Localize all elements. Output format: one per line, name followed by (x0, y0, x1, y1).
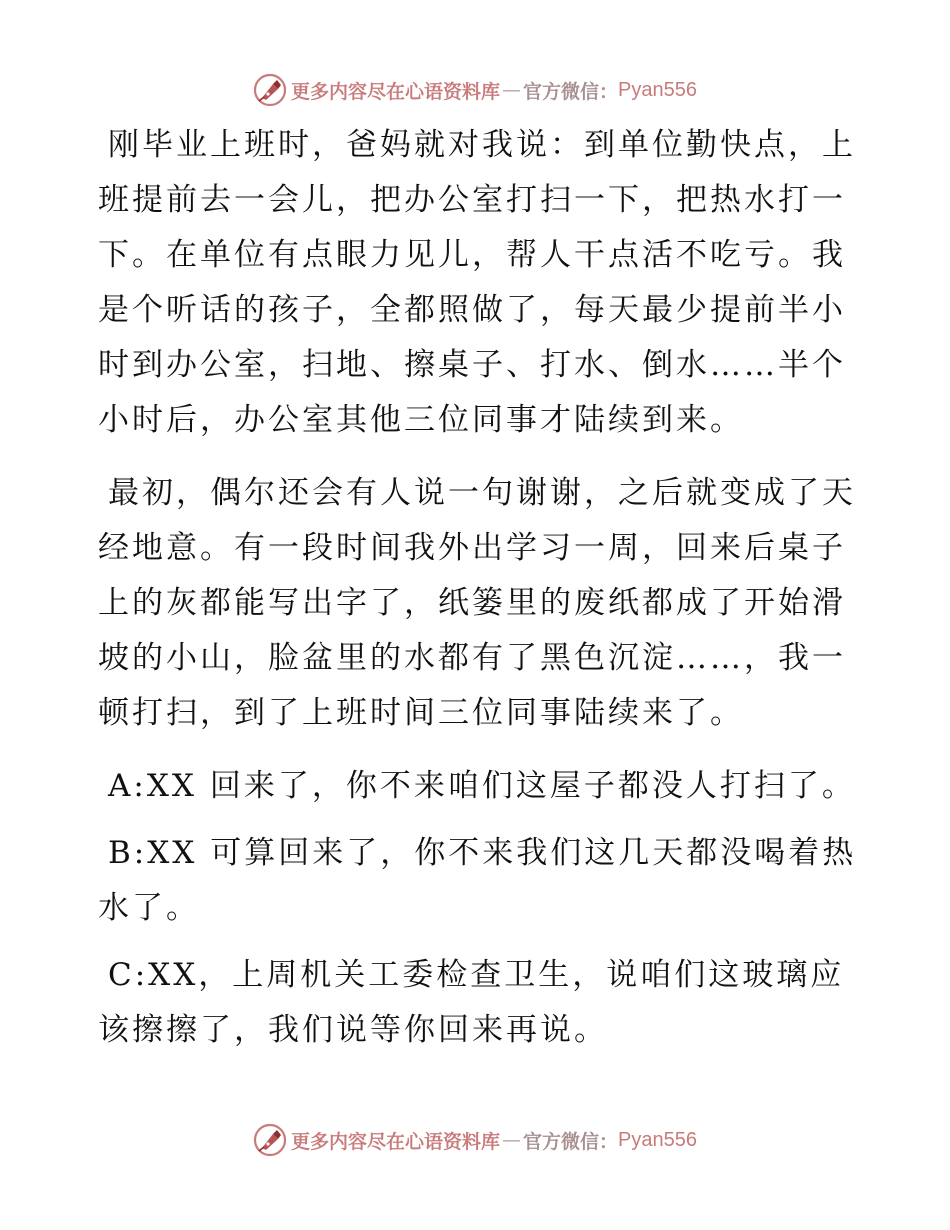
footer-banner (0, 1120, 950, 1160)
banner-wechat-label: 官方微信： (523, 80, 619, 103)
header-banner (0, 70, 950, 110)
banner-wechat-id: Pyan556 (618, 1128, 697, 1151)
banner-text: 更多内容尽在心语资料库 (291, 80, 501, 103)
dialog-line-b: B:XX 可算回来了，你不来我们这几天都没喝着热水了。 (98, 835, 857, 926)
banner-wechat-id: Pyan556 (618, 78, 697, 101)
dialog-line-c: C:XX，上周机关工委检查卫生，说咱们这玻璃应该擦擦了，我们说等你回来再说。 (98, 957, 845, 1048)
paragraph: 最初，偶尔还会有人说一句谢谢，之后就变成了天经地意。有一段时间我外出学习一周，回来后桌子上的灰都能写出字了，纸篓里的废纸都成了开始滑坡的小山，脸盆里的水都有了黑色沉淀……，我一顿打扫，到了上班时间三位同事陆续来了。 (98, 475, 856, 731)
banner-separator: — (502, 79, 522, 101)
banner-wechat-label: 官方微信： (523, 1130, 619, 1153)
banner-separator: — (502, 1129, 522, 1151)
paragraph: 刚毕业上班时，爸妈就对我说：到单位勤快点，上班提前去一会儿，把办公室打扫一下，把热水打一下。在单位有点眼力见儿，帮人干点活不吃亏。我是个听话的孩子，全都照做了，每天最少提前半小时到办公室，扫地、擦桌子、打水、倒水……半个小时后，办公室其他三位同事才陆续到来。 (98, 127, 856, 438)
pen-nib-logo-icon (253, 1123, 287, 1157)
banner-text: 更多内容尽在心语资料库 (291, 1130, 501, 1153)
dialog-line-a: A:XX 回来了，你不来咱们这屋子都没人打扫了。 (108, 768, 856, 804)
document-body (98, 118, 858, 1070)
pen-nib-logo-icon (253, 73, 287, 107)
